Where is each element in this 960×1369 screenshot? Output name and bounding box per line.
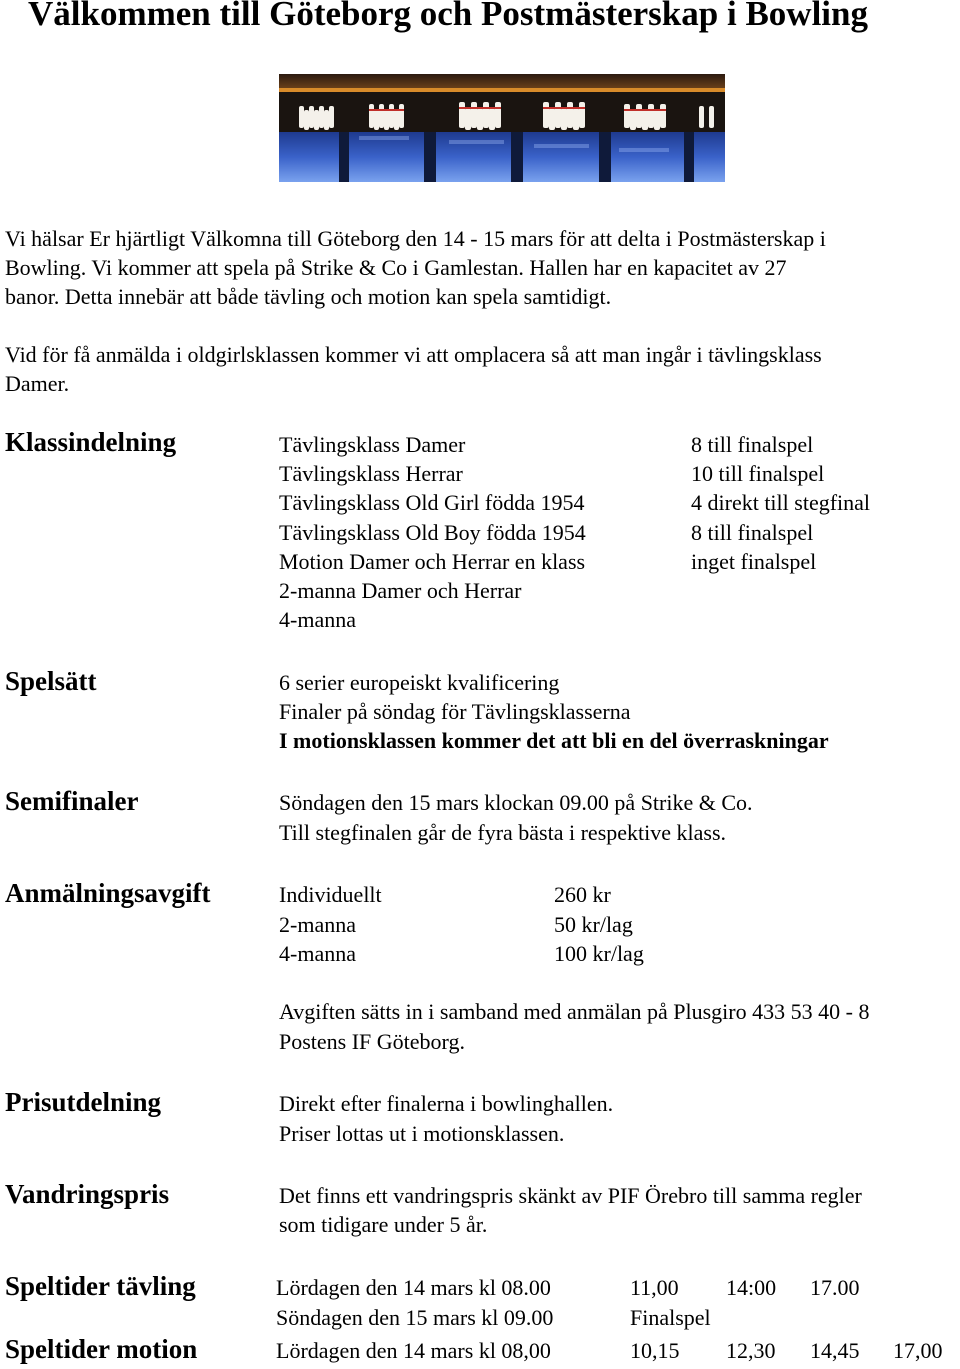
note-line: Damer. [5,371,70,396]
fee-type: 2-manna [279,912,356,937]
schedule-time: 17.00 [810,1275,860,1300]
schedule-day: Lördagen den 14 mars kl 08,00 [276,1338,551,1363]
schedule-time: 14:00 [726,1275,777,1300]
schedule-time: 10,15 [630,1338,680,1363]
class-name: Tävlingsklass Herrar [279,461,463,486]
intro-line: Bowling. Vi kommer att spela på Strike & Co i Gamlestan. Hallen har en kapacitet av 27 [5,255,787,280]
schedule-time: 11,00 [630,1275,679,1300]
semifinaler-line: Söndagen den 15 mars klockan 09.00 på Strike & Co. [279,790,753,815]
spelsatt-bold-line: I motionsklassen kommer det att bli en del överraskningar [279,728,829,753]
class-info: 4 direkt till stegfinal [691,490,871,515]
fee-type: 4-manna [279,941,356,966]
class-name: Tävlingsklass Damer [279,432,466,457]
fee-price: 260 kr [554,882,611,907]
fee-price: 50 kr/lag [554,912,633,937]
schedule-day: Söndagen den 15 mars kl 09.00 [276,1305,554,1330]
intro-line: banor. Detta innebär att både tävling och motion kan spela samtidigt. [5,284,612,309]
semifinaler-line: Till stegfinalen går de fyra bästa i respektive klass. [279,820,727,845]
section-label-speltider-tavling: Speltider tävling [5,1271,196,1301]
schedule-time: 12,30 [726,1338,776,1363]
intro-paragraph [5,224,955,311]
fee-price: 100 kr/lag [554,941,644,966]
note-paragraph [5,340,955,398]
section-label-semifinaler: Semifinaler [5,786,139,816]
section-label-speltider-motion: Speltider motion [5,1334,198,1364]
schedule-time: 17,00 [893,1338,943,1363]
class-name: 2-manna Damer och Herrar [279,578,522,603]
class-name: Tävlingsklass Old Boy födda 1954 [279,520,586,545]
schedule-time: Finalspel [630,1305,711,1330]
section-label-klassindelning: Klassindelning [5,427,177,457]
class-name: 4-manna [279,607,356,632]
class-info: 10 till finalspel [691,461,825,486]
payment-line: Postens IF Göteborg. [279,1029,465,1054]
bowling-lanes-photo [279,74,725,182]
class-info: 8 till finalspel [691,520,814,545]
note-line: Vid för få anmälda i oldgirlsklassen kommer vi att omplacera så att man ingår i tävlingsklass [5,342,822,367]
class-info: 8 till finalspel [691,432,814,457]
section-label-spelsatt: Spelsätt [5,666,97,696]
payment-line: Avgiften sätts in i samband med anmälan på Plusgiro 433 53 40 - 8 [279,999,870,1024]
class-info: inget finalspel [691,549,817,574]
class-name: Motion Damer och Herrar en klass [279,549,586,574]
section-label-vandringspris: Vandringspris [5,1179,170,1209]
prisutdelning-line: Priser lottas ut i motionsklassen. [279,1121,565,1146]
spelsatt-line: Finaler på söndag för Tävlingsklasserna [279,699,631,724]
class-name: Tävlingsklass Old Girl födda 1954 [279,490,585,515]
vandringspris-line: som tidigare under 5 år. [279,1212,488,1237]
section-label-prisutdelning: Prisutdelning [5,1087,162,1117]
fee-type: Individuellt [279,882,382,907]
schedule-day: Lördagen den 14 mars kl 08.00 [276,1275,551,1300]
intro-line: Vi hälsar Er hjärtligt Välkomna till Göteborg den 14 - 15 mars för att delta i Postmästerskap i [5,226,826,251]
prisutdelning-line: Direkt efter finalerna i bowlinghallen. [279,1091,614,1116]
vandringspris-line: Det finns ett vandringspris skänkt av PIF Örebro till samma regler [279,1183,862,1208]
section-label-anmalningsavgift: Anmälningsavgift [5,878,211,908]
schedule-time: 14,45 [810,1338,860,1363]
spelsatt-line: 6 serier europeiskt kvalificering [279,670,560,695]
page-title: Välkommen till Göteborg och Postmästerskap i Bowling [28,0,868,33]
